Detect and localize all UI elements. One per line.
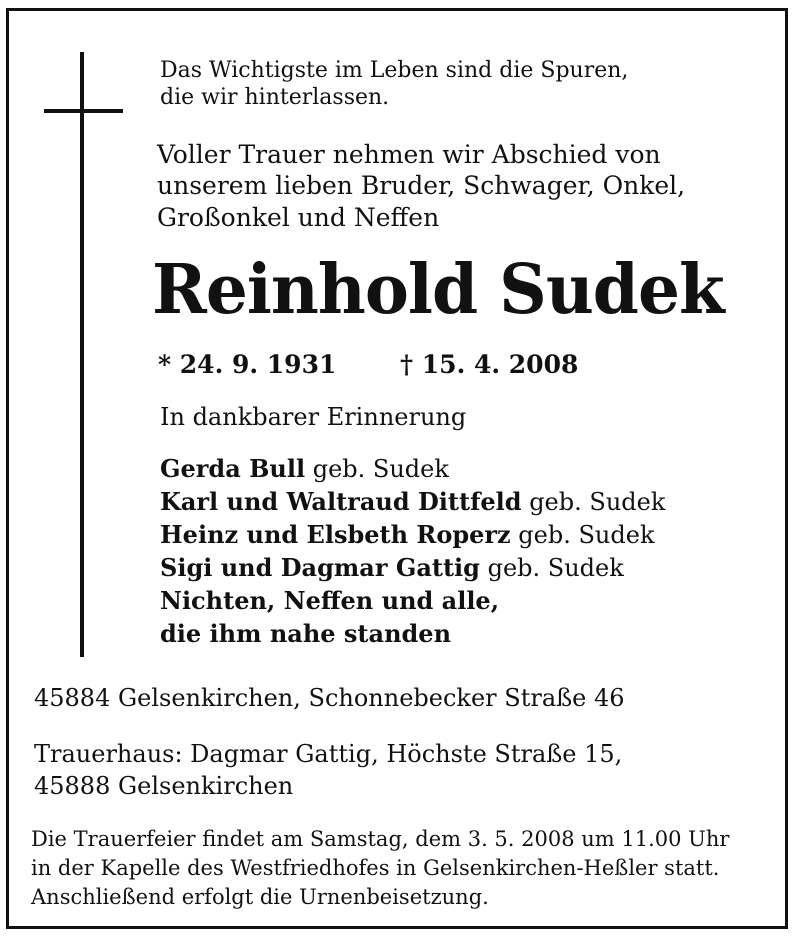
intro-line-1: Voller Trauer nehmen wir Abschied von [157, 140, 661, 169]
cross-icon-bar [44, 109, 123, 113]
mourner-suffix: geb. Sudek [305, 455, 449, 483]
mourner-line [160, 520, 655, 549]
deceased-name: Reinhold Sudek [152, 250, 724, 330]
funeral-notice-line-2: in der Kapelle des Westfriedhofes in Gelsenkirchen-Heßler statt. [31, 856, 720, 880]
mourner-line [160, 619, 452, 648]
intro-line-2: unserem lieben Bruder, Schwager, Onkel, [157, 171, 686, 200]
mourner-suffix: geb. Sudek [510, 521, 655, 549]
mourner-name: Nichten, Neffen und alle, [160, 586, 500, 615]
memory-line: In dankbarer Erinnerung [160, 403, 467, 431]
mourner-name: Gerda Bull [160, 454, 306, 483]
mourner-name: Karl und Waltraud Dittfeld [160, 487, 522, 516]
residence-address: 45884 Gelsenkirchen, Schonnebecker Straße 46 [34, 684, 625, 712]
mourner-name: die ihm nahe standen [160, 619, 452, 648]
mourner-line [160, 454, 449, 483]
funeral-notice-line-3: Anschließend erfolgt die Urnenbeisetzung. [31, 885, 489, 909]
funeral-notice-line-1: Die Trauerfeier findet am Samstag, dem 3. 5. 2008 um 11.00 Uhr [31, 827, 730, 851]
birth-date: * 24. 9. 1931 [158, 350, 337, 379]
mourner-line [160, 586, 500, 615]
mourner-name: Sigi und Dagmar Gattig [160, 553, 480, 582]
death-date: † 15. 4. 2008 [400, 350, 579, 379]
mourner-line [160, 553, 624, 582]
mourner-line [160, 487, 666, 516]
cross-icon [80, 52, 84, 657]
mourner-name: Heinz und Elsbeth Roperz [160, 520, 511, 549]
trauerhaus-line-1: Trauerhaus: Dagmar Gattig, Höchste Straße 15, [34, 740, 623, 768]
quote-line-2: die wir hinterlassen. [160, 85, 390, 110]
intro-line-3: Großonkel und Neffen [157, 203, 440, 232]
mourner-suffix: geb. Sudek [521, 488, 666, 516]
trauerhaus-line-2: 45888 Gelsenkirchen [34, 772, 294, 800]
quote-line-1: Das Wichtigste im Leben sind die Spuren, [160, 58, 629, 83]
mourner-suffix: geb. Sudek [479, 554, 624, 582]
